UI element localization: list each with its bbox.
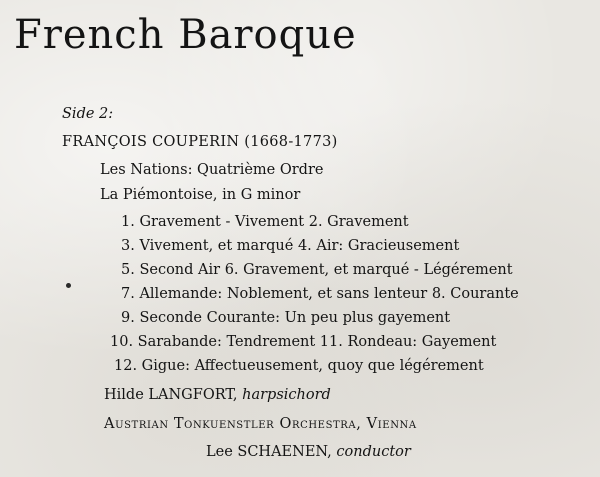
print-speck	[66, 283, 71, 288]
conductor-credit	[206, 442, 411, 462]
side-label: Side 2:	[62, 106, 114, 122]
movement-line: 3. Vivement, et marqué 4. Air: Gracieusement	[121, 238, 460, 254]
conductor-name: Lee SCHAENEN,	[206, 444, 332, 460]
movement-line: 1. Gravement - Vivement 2. Gravement	[121, 214, 409, 230]
movement-line: 5. Second Air 6. Gravement, et marqué - Légérement	[121, 262, 513, 278]
performer-credit	[104, 385, 331, 405]
performer-role: harpsichord	[242, 387, 331, 403]
performer-name: Hilde LANGFORT,	[104, 387, 238, 403]
movement-line: 12. Gigue: Affectueusement, quoy que légérement	[114, 358, 484, 374]
page-title: French Baroque	[14, 12, 357, 58]
movement-line: 10. Sarabande: Tendrement 11. Rondeau: Gayement	[110, 334, 497, 350]
composer-heading: FRANÇOIS COUPERIN (1668-1773)	[62, 134, 338, 150]
orchestra-credit: Austrian Tonkuenstler Orchestra, Vienna	[104, 416, 417, 432]
conductor-role: conductor	[336, 444, 411, 460]
movement-line: 9. Seconde Courante: Un peu plus gayement	[121, 310, 451, 326]
movement-title: La Piémontoise, in G minor	[100, 187, 301, 203]
movement-line: 7. Allemande: Noblement, et sans lenteur 8. Courante	[121, 286, 519, 302]
work-title: Les Nations: Quatrième Ordre	[100, 162, 324, 178]
